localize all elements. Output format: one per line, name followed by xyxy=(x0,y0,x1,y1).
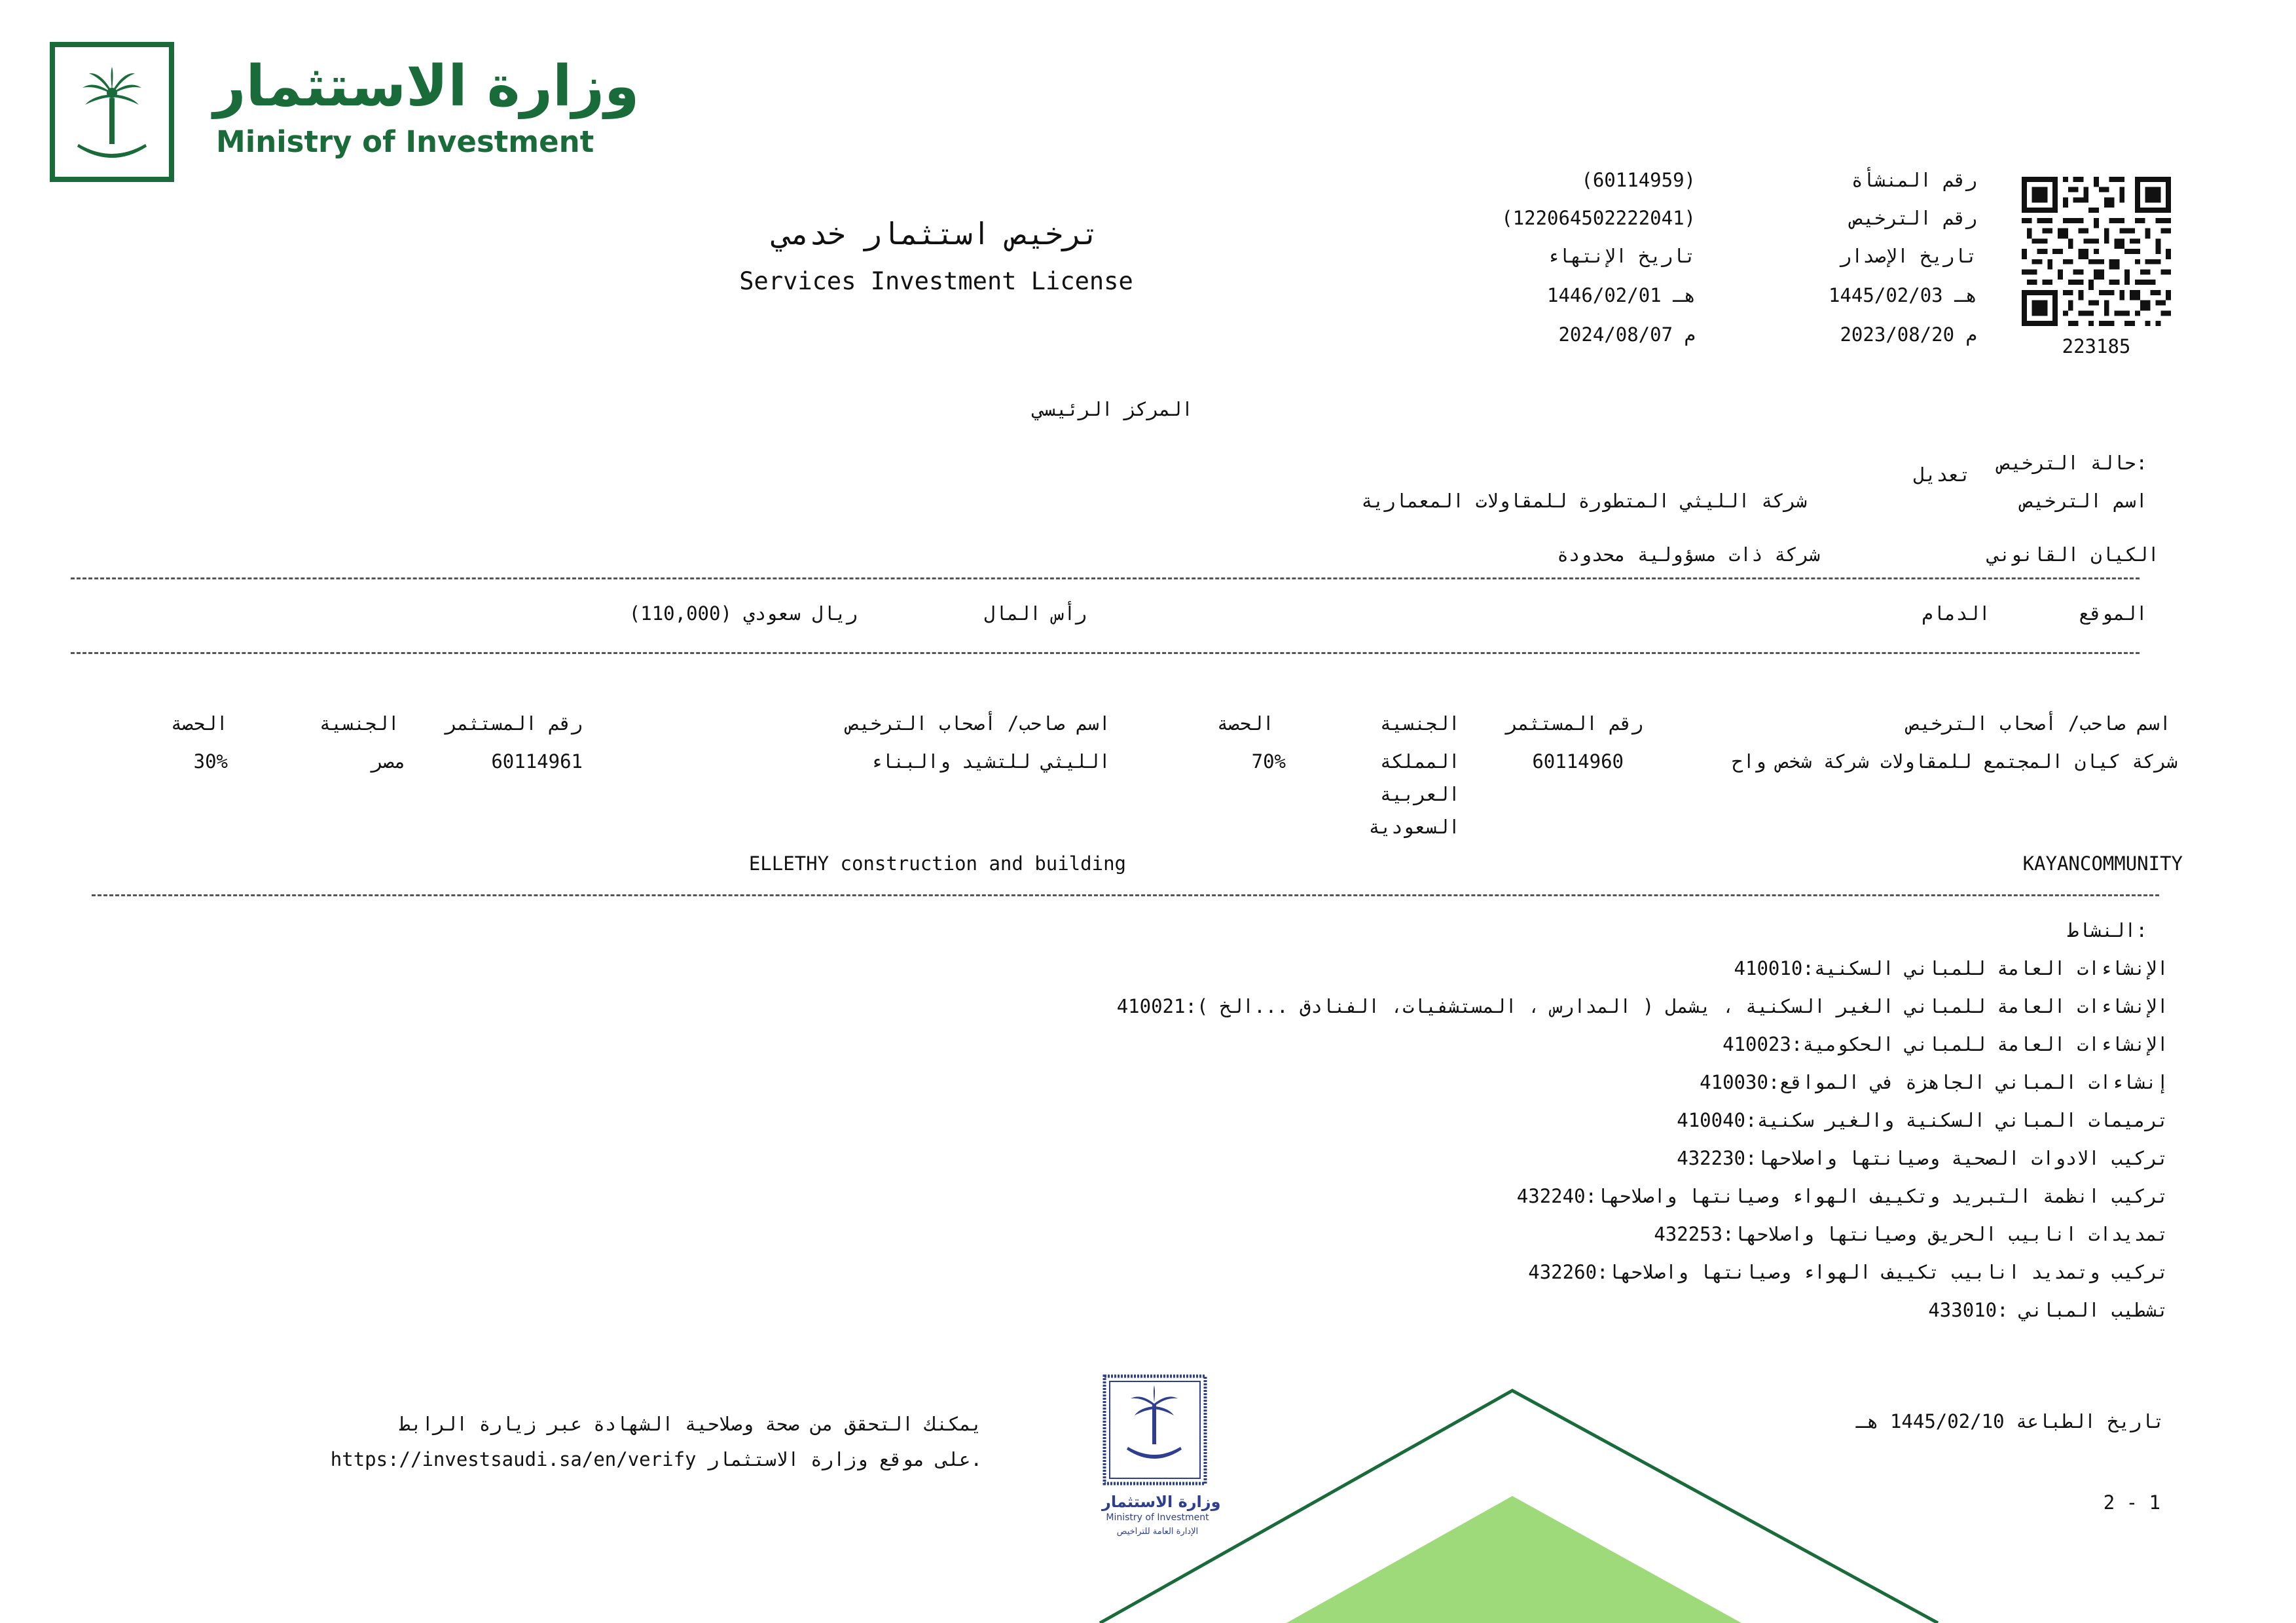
legal-entity-value: شركة ذات مسؤولية محدودة xyxy=(1557,543,1820,566)
owner1-nationality-line1: المملكة xyxy=(1379,750,1460,773)
qr-code-icon xyxy=(2022,177,2171,326)
legal-entity-label: الكيان القانوني xyxy=(1988,543,2159,566)
activity-item: 433010: تشطيب المباني xyxy=(1928,1299,2168,1321)
owner1-name: شركة كيان المجتمع للمقاولات شركة شخص واح xyxy=(1732,750,2178,773)
expiry-date-gregorian: 2024/08/07 م xyxy=(1558,323,1696,346)
print-date: تاريخ الطباعة 1445/02/10 هـ xyxy=(1855,1410,2164,1432)
activities-label: النشاط: xyxy=(2067,919,2147,941)
activity-item: 410040:ترميمات المباني السكنية والغير سكنية xyxy=(1677,1109,2168,1131)
activity-item: 410023:الإنشاءات العامة للمباني الحكومية xyxy=(1722,1033,2168,1055)
qr-code-number: 223185 xyxy=(2062,335,2131,357)
head-office-label: المركز الرئيسي xyxy=(1032,398,1194,420)
license-title-en: Services Investment License xyxy=(739,267,1133,295)
activity-item: 432260:تركيب وتمديد انابيب تكييف الهواء وصيانتها واصلاحها xyxy=(1528,1261,2168,1283)
owner2-name: الليثي للتشيد والبناء xyxy=(870,750,1110,773)
facility-no-label: رقم المنشأة xyxy=(1851,169,1977,191)
owner2-nationality: مصر xyxy=(371,750,406,773)
issue-date-label: تاريخ الإصدار xyxy=(1840,245,1977,267)
stamp-text-ar: وزارة الاستثمار xyxy=(1102,1493,1221,1511)
license-name-value: شركة الليثي المتطورة للمقاولات المعمارية xyxy=(1361,490,1807,512)
owner1-nationality-line2: العربية xyxy=(1379,783,1460,805)
owners-header-investor-no-2: رقم المستثمر xyxy=(445,712,583,735)
license-title-ar: ترخيص استثمار خدمي xyxy=(773,216,1100,251)
page-number: 2 - 1 xyxy=(2103,1491,2160,1514)
license-status-value: تعديل xyxy=(1913,464,1971,486)
owner1-nationality-line3: السعودية xyxy=(1368,816,1460,838)
owner1-investor-no: 60114960 xyxy=(1532,750,1624,773)
issue-date-hijri: 1445/02/03 هـ xyxy=(1829,284,1977,306)
owners-header-name-1: اسم صاحب/ أصحاب الترخيص xyxy=(1908,712,2171,735)
divider-2 xyxy=(71,652,2140,654)
license-no-value: (122064502222041) xyxy=(1501,207,1696,229)
activity-item: 410021:الإنشاءات العامة للمباني الغير السكنية ، يشمل ( المدارس ، المستشفيات، الفنادق ...الخ ) xyxy=(1116,995,2168,1017)
owners-header-name-2: اسم صاحب/ أصحاب الترخيص xyxy=(847,712,1110,735)
expiry-date-label: تاريخ الإنتهاء xyxy=(1547,245,1696,267)
owners-header-share-1: الحصة xyxy=(1216,712,1274,735)
capital-label: رأس المال xyxy=(983,602,1087,625)
ministry-logo-emblem xyxy=(50,42,174,182)
logo-title-ar: وزارة الاستثمار xyxy=(213,54,640,119)
owner2-english-name: ELLETHY construction and building xyxy=(748,852,1126,875)
owner1-english-name: KAYANCOMMUNITY xyxy=(2022,852,2183,875)
owners-header-nationality-2: الجنسية xyxy=(319,712,399,735)
activity-item: 432240:تركيب انظمة التبريد وتكييف الهواء وصيانتها واصلاحها xyxy=(1516,1185,2168,1207)
license-status-label: حالة الترخيص: xyxy=(1999,452,2147,474)
divider-3 xyxy=(92,894,2159,896)
license-name-label: اسم الترخيص xyxy=(2021,490,2147,512)
activity-item: 410030:إنشاءات المباني الجاهزة في المواقع xyxy=(1700,1071,2168,1093)
activity-item: 432230:تركيب الادوات الصحية وصيانتها واصلاحها xyxy=(1677,1147,2168,1169)
capital-value: (110,000) ريال سعودي xyxy=(629,602,858,625)
owners-header-share-2: الحصة xyxy=(170,712,228,735)
divider-1 xyxy=(71,577,2140,579)
palm-swords-icon xyxy=(55,47,169,177)
owners-header-nationality-1: الجنسية xyxy=(1379,712,1460,735)
facility-no-value: (60114959) xyxy=(1581,169,1696,191)
owners-header-investor-no-1: رقم المستثمر xyxy=(1506,712,1643,735)
activity-item: 432253:تمديدات انابيب الحريق وصيانتها واصلاحها xyxy=(1654,1223,2168,1245)
issue-date-gregorian: 2023/08/20 م xyxy=(1840,323,1977,346)
owner2-investor-no: 60114961 xyxy=(491,750,583,773)
location-value: الدمام xyxy=(1922,602,1990,625)
owner2-share: 30% xyxy=(193,750,228,773)
expiry-date-hijri: 1446/02/01 هـ xyxy=(1547,284,1696,306)
stamp-text-en: Ministry of Investment xyxy=(1106,1512,1209,1523)
stamp-subtitle: الإدارة العامة للتراخيص xyxy=(1116,1527,1199,1537)
location-label: الموقع xyxy=(2079,602,2147,625)
owner1-share: 70% xyxy=(1251,750,1286,773)
verify-text-line2[interactable]: https://investsaudi.sa/en/verify على موقع وزارة الاستثمار. xyxy=(330,1448,982,1470)
activity-item: 410010:الإنشاءات العامة للمباني السكنية xyxy=(1734,957,2168,979)
logo-title-en: Ministry of Investment xyxy=(216,124,594,159)
license-no-label: رقم الترخيص xyxy=(1851,207,1977,229)
verify-text-line1: يمكنك التحقق من صحة وصلاحية الشهادة عبر زيارة الرابط xyxy=(399,1413,982,1435)
